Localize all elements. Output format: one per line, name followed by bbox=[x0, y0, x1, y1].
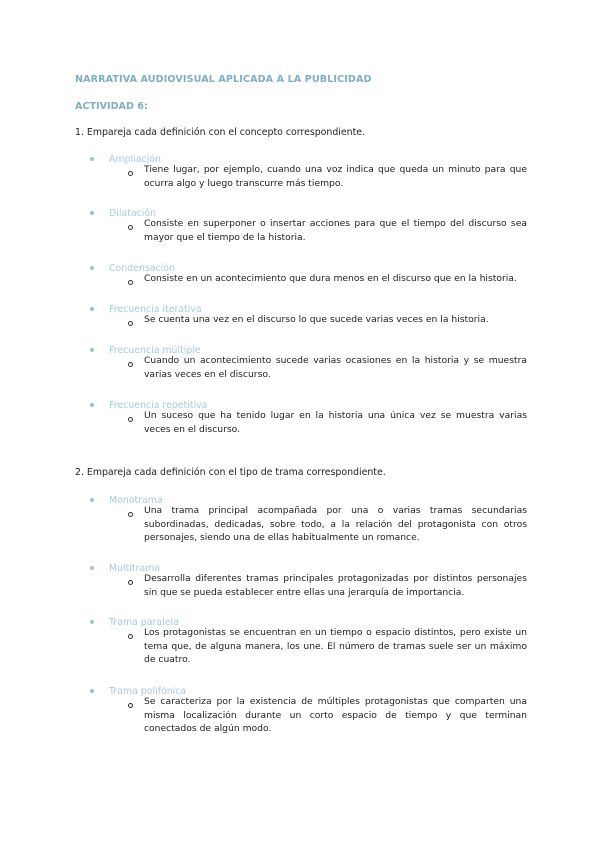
definition-text: Una trama principal acompañada por una o varias tramas secundarias subordinadas, dedicadas, sobre todo, a la relación del protagonista con otros personajes, siendo una de ellas habitualmente un romance. bbox=[144, 505, 527, 544]
definition-text: Desarrolla diferentes tramas principales protagonizadas por distintos personajes sin que se pueda establecer entre ellas una jerarquía de importancia. bbox=[144, 573, 527, 598]
circle-bullet-icon bbox=[128, 580, 133, 585]
circle-bullet-icon bbox=[128, 634, 133, 639]
circle-bullet-icon bbox=[128, 225, 133, 230]
term-label: Dilatación bbox=[109, 208, 157, 219]
bullet-icon bbox=[90, 620, 94, 624]
definition-text: Cuando un acontecimiento sucede varias ocasiones en la historia y se muestra varias veces en el discurso. bbox=[144, 355, 527, 380]
bullet-icon bbox=[90, 157, 94, 161]
definition-text: Consiste en superponer o insertar acciones para que el tiempo del discurso sea mayor que el tiempo de la historia. bbox=[144, 218, 527, 243]
term-label: Trama polifónica bbox=[109, 686, 187, 697]
bullet-icon bbox=[90, 266, 94, 270]
definition-text: Se cuenta una vez en el discurso lo que sucede varias veces en la historia. bbox=[144, 314, 489, 325]
activity-heading: ACTIVIDAD 6: bbox=[75, 101, 148, 112]
circle-bullet-icon bbox=[128, 362, 133, 367]
term-label: Ampliación bbox=[109, 154, 161, 165]
bullet-icon bbox=[90, 307, 94, 311]
term-label: Multitrama bbox=[109, 563, 161, 574]
term-label: Trama paralela bbox=[109, 617, 179, 628]
bullet-icon bbox=[90, 566, 94, 570]
question-2: 2. Empareja cada definición con el tipo de trama correspondiente. bbox=[75, 467, 386, 478]
definition-text: Un suceso que ha tenido lugar en la historia una única vez se muestra varias veces en el discurso. bbox=[144, 410, 527, 435]
bullet-icon bbox=[90, 403, 94, 407]
bullet-icon bbox=[90, 689, 94, 693]
definition-text: Tiene lugar, por ejemplo, cuando una voz indica que queda un minuto para que ocurra algo y luego transcurre más tiempo. bbox=[144, 164, 527, 189]
circle-bullet-icon bbox=[128, 703, 133, 708]
term-label: Frecuencia múltiple bbox=[109, 345, 201, 356]
term-label: Frecuencia iterativa bbox=[109, 304, 202, 315]
circle-bullet-icon bbox=[128, 321, 133, 326]
definition-text: Se caracteriza por la existencia de múltiples protagonistas que comparten una misma localización durante un corto espacio de tiempo y que terminan conectados de algún modo. bbox=[144, 696, 527, 735]
document-title: NARRATIVA AUDIOVISUAL APLICADA A LA PUBLICIDAD bbox=[75, 74, 372, 85]
bullet-icon bbox=[90, 348, 94, 352]
circle-bullet-icon bbox=[128, 280, 133, 285]
question-1: 1. Empareja cada definición con el concepto correspondiente. bbox=[75, 127, 366, 138]
definition-text: Los protagonistas se encuentran en un tiempo o espacio distintos, pero existe un tema que, de alguna manera, los une. El número de tramas suele ser un máximo de cuatro. bbox=[144, 627, 527, 666]
circle-bullet-icon bbox=[128, 512, 133, 517]
definition-text: Consiste en un acontecimiento que dura menos en el discurso que en la historia. bbox=[144, 273, 517, 284]
term-label: Frecuencia repetitiva bbox=[109, 400, 208, 411]
term-label: Monotrama bbox=[109, 495, 163, 506]
term-label: Condensación bbox=[109, 263, 175, 274]
circle-bullet-icon bbox=[128, 171, 133, 176]
bullet-icon bbox=[90, 211, 94, 215]
circle-bullet-icon bbox=[128, 417, 133, 422]
bullet-icon bbox=[90, 498, 94, 502]
